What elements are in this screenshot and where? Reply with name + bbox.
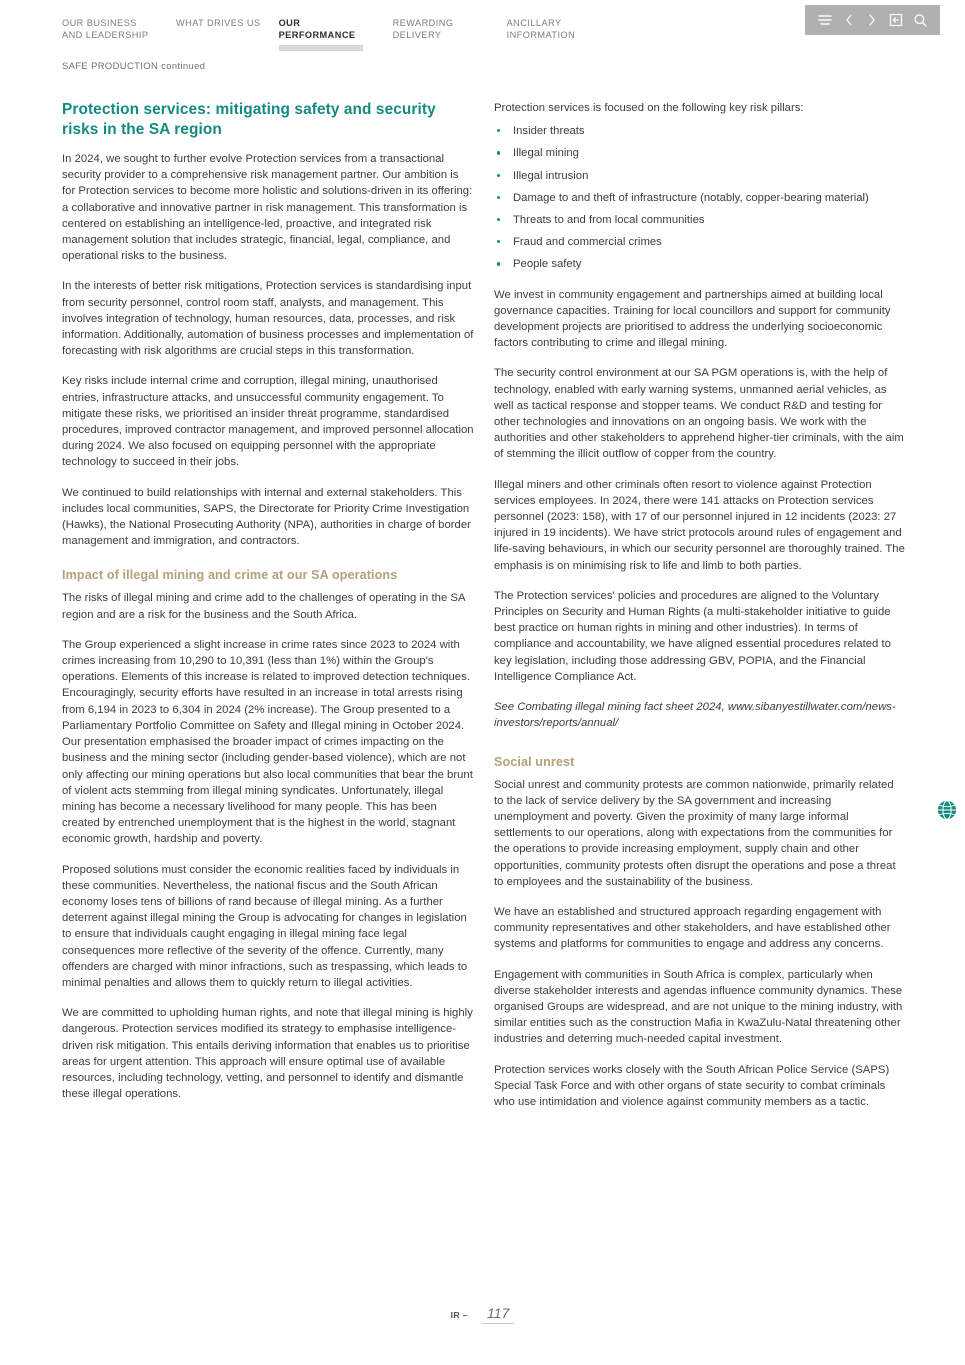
paragraph: We continued to build relationships with internal and external stakeholders. This includes local communities, SAPS, the Directorate for Priority Crime Investigation (Hawks), the National Prosecuting Authority (NPA), authorities in charge of border management and immigration, and contractors. — [62, 486, 471, 548]
nav-tab-label: OUR PERFORMANCE — [278, 18, 356, 41]
bullet-dot-icon — [497, 240, 500, 243]
nav-tab-label: REWARDING DELIVERY — [392, 18, 454, 41]
bullet-dot-icon — [497, 129, 500, 132]
reference-note[interactable]: See Combating illegal mining fact sheet 2024, www.sibanyestillwater.com/news-investors/reports/annual/ — [494, 701, 896, 730]
paragraph: The security control environment at our SA PGM operations is, with the help of technology, enabled with early warning systems, unmanned aerial vehicles, as well as tactical response and stopper teams. We conduct R&D and testing for other technologies and innovations on an ongoing basis. We work with the authorities and other stakeholders to apprehend higher-tier criminals, with the aim of stemming the illicit outflow of copper from the country. — [494, 367, 904, 461]
paragraph: We have an established and structured approach regarding engagement with community representatives and other stakeholders, and have established other systems and platforms for communities to engage and address any concerns. — [494, 905, 891, 951]
bullet-dot-icon — [497, 262, 500, 265]
paragraph: Engagement with communities in South Africa is complex, particularly when diverse stakeholder interests and agendas influence community dynamics. These organised Groups are widespread, and are not unique to the mining industry, with similar entities such as the construction Mafia in KwaZulu-Natal threatening other industries and deterring much-needed capital investment. — [494, 968, 903, 1046]
search-icon[interactable] — [911, 11, 929, 29]
section-breadcrumb-title: SAFE PRODUCTION — [62, 60, 159, 71]
paragraph: The risks of illegal mining and crime add to the challenges of operating in the SA region and are a risk for the business and the South Africa. — [62, 592, 465, 621]
previous-page-icon[interactable] — [840, 11, 858, 29]
paragraph: Protection services works closely with the South African Police Service (SAPS) Special Task Force and with other organs of state security to combat criminals who use intimidation and violence against community members as a tactic. — [494, 1063, 890, 1108]
list-item-label: Damage to and theft of infrastructure (notably, copper-bearing material) — [513, 191, 869, 204]
right-column — [494, 100, 906, 1110]
paragraph: In the interests of better risk mitigations, Protection services is standardising input from security personnel, control room staff, analysts, and management. This involves integration of technology, human resources, data, processes, and risk information. Additionally, automation of business processes and implementation of forecasting with risk algorithms are crucial steps in this transformation. — [62, 280, 474, 358]
nav-tab-label: WHAT DRIVES US — [176, 18, 261, 28]
list-item — [494, 256, 906, 272]
paragraph: We invest in community engagement and partnerships aimed at building local governance capacities. Training for local councillors and support for community development projects are prioritised to address the underlying socioeconomic factors contributing to crime and illegal mining. — [494, 288, 891, 350]
top-navigation-bar — [0, 0, 965, 71]
bullet-dot-icon — [497, 196, 500, 199]
paragraph: Illegal miners and other criminals often resort to violence against Protection services employees. In 2024, there were 141 attacks on Protection services personnel (2023: 158), with 17 of our personnel injured in 12 incidents (2023: 27 injured in 19 incidents). We have strict protocols around rules of engagement and life-saving behaviours, in which our security personnel are thoroughly trained. The emphasis is on minimising risk to life and limb to both parties. — [494, 478, 905, 572]
section-breadcrumb-suffix: continued — [158, 60, 206, 71]
report-tag: IR – — [450, 1310, 469, 1320]
list-item-label: Threats to and from local communities — [513, 214, 705, 227]
list-item-label: People safety — [513, 258, 582, 271]
nav-tab-ancillary-information[interactable] — [507, 17, 621, 42]
list-item — [494, 145, 906, 161]
nav-tab-label: ANCILLARY INFORMATION — [506, 18, 576, 41]
list-item-label: Illegal mining — [513, 147, 579, 160]
active-tab-indicator — [279, 45, 363, 51]
subheading-impact-of-illegal-mining: Impact of illegal mining and crime at our SA operations — [62, 568, 398, 583]
page-number: 117 — [482, 1305, 514, 1324]
paragraph: The Group experienced a slight increase in crime rates since 2023 to 2024 with crimes increasing from 10,290 to 10,391 (less than 1%) within the Group's operations. Elements of this increase is related to improved detection techniques. Encouragingly, security efforts have resulted in an increase in total arrests rising from 6,194 in 2023 to 6,304 in 2024 (2% increase). The Group presented to a Parliamentary Portfolio Committee on Safety and Illegal mining in October 2024. Our presentation emphasised the broader impact of crimes impacting on the business and the mining sector (including gender-based violence), which are not only affecting our mining operations but also local communities that bear the brunt of violent acts stemming from illegal mining syndicates. Unfortunately, illegal mining has become a necessary livelihood for many people. This has been created by entrenched unemployment that is the highest in the world, stagnant economic growth, hardship and poverty. — [62, 638, 473, 846]
bullet-dot-icon — [497, 218, 500, 221]
nav-tab-rewarding-delivery[interactable] — [393, 17, 507, 42]
section-breadcrumb — [62, 60, 205, 71]
nav-tabs — [62, 17, 621, 42]
subheading-social-unrest: Social unrest — [494, 754, 575, 769]
paragraph: We are committed to upholding human rights, and note that illegal mining is highly dangerous. Protection services modified its strategy to emphasise intelligence-driven risk mitigation. This entails deriving information that enables us to prioritise areas for urgent attention. This approach will ensure optimal use of available resources, including technology, vetting, and personnel to identify and dismantle these illegal operations. — [62, 1007, 473, 1101]
bullet-dot-icon — [497, 174, 500, 177]
list-item — [494, 168, 906, 184]
nav-tab-our-performance[interactable] — [279, 17, 393, 42]
list-item — [494, 234, 906, 250]
page-footer — [0, 1305, 965, 1324]
list-item — [494, 123, 906, 139]
list-item-label: Insider threats — [513, 125, 585, 138]
paragraph: In 2024, we sought to further evolve Protection services from a transactional security provider to a comprehensive risk management partner. Our ambition is for Protection services to become more holistic and solutions-driven in its offering: a collaborative and innovative partner in risk management. This transformation is centered on establishing an intelligence-led, proactive, and integrated risk management solution that includes strategic, financial, legal, compliance, and operational risks to the business. — [62, 153, 473, 263]
exit-icon[interactable] — [887, 11, 905, 29]
nav-tab-our-business-and-leadership[interactable] — [62, 17, 176, 42]
menu-icon[interactable] — [816, 11, 834, 29]
nav-tab-label: OUR BUSINESS AND LEADERSHIP — [62, 18, 149, 41]
list-item — [494, 212, 906, 228]
viewer-toolbar — [805, 5, 940, 35]
paragraph: The Protection services' policies and procedures are aligned to the Voluntary Principles on Security and Human Rights (a multi-stakeholder initiative to guide best practice on human rights in mining and other industries). In terms of compliance and accountability, we have aligned essential procedures related to key legislation, including those addressing GBV, POPIA, and the Financial Intelligence Compliance Act. — [494, 589, 891, 683]
paragraph: Social unrest and community protests are common nationwide, primarily related to the lack of service delivery by the SA government and increasing unemployment and poverty. Given the proximity of many large informal settlements to our operations, along with expectations from the communities for the operations to provide increasing employment, supply chain and other opportunities, community protests often disrupt the operations and pose a threat to employees and the sustainability of the business. — [494, 778, 896, 888]
key-risk-pillars-list — [494, 123, 906, 272]
bullet-dot-icon — [497, 151, 500, 154]
paragraph: Key risks include internal crime and corruption, illegal mining, unauthorised entries, infrastructure attacks, and unsuccessful community engagement. To mitigate these risks, we prioritised an insider threat programme, standardised procedures, improved contractor management, and improved personnel allocation during 2024. We also focused on equipping personnel with the appropriate technology to succeed in their jobs. — [62, 375, 474, 469]
page-title: Protection services: mitigating safety and security risks in the SA region — [62, 101, 436, 138]
list-item — [494, 190, 906, 206]
nav-tab-what-drives-us[interactable] — [176, 17, 279, 29]
left-column — [62, 100, 474, 1102]
next-page-icon[interactable] — [863, 11, 881, 29]
list-item-label: Fraud and commercial crimes — [513, 236, 662, 249]
paragraph: Proposed solutions must consider the economic realities faced by individuals in these communities. Nevertheless, the national fiscus and the South African economy loses tens of billions of rand because of illegal mining. As a further deterrent against illegal mining the Group is advocating for changes in legislation to ensure that individuals caught engaging in illegal mining face legal consequences more reflective of the severity of the offence. Currently, many offenders are charged with minor infractions, such as trespassing, which leads to minimal penalties and allows them to quickly return to illegal activities. — [62, 863, 468, 989]
pillars-intro: Protection services is focused on the following key risk pillars: — [494, 102, 804, 114]
list-item-label: Illegal intrusion — [513, 169, 589, 182]
globe-icon[interactable] — [936, 799, 958, 821]
